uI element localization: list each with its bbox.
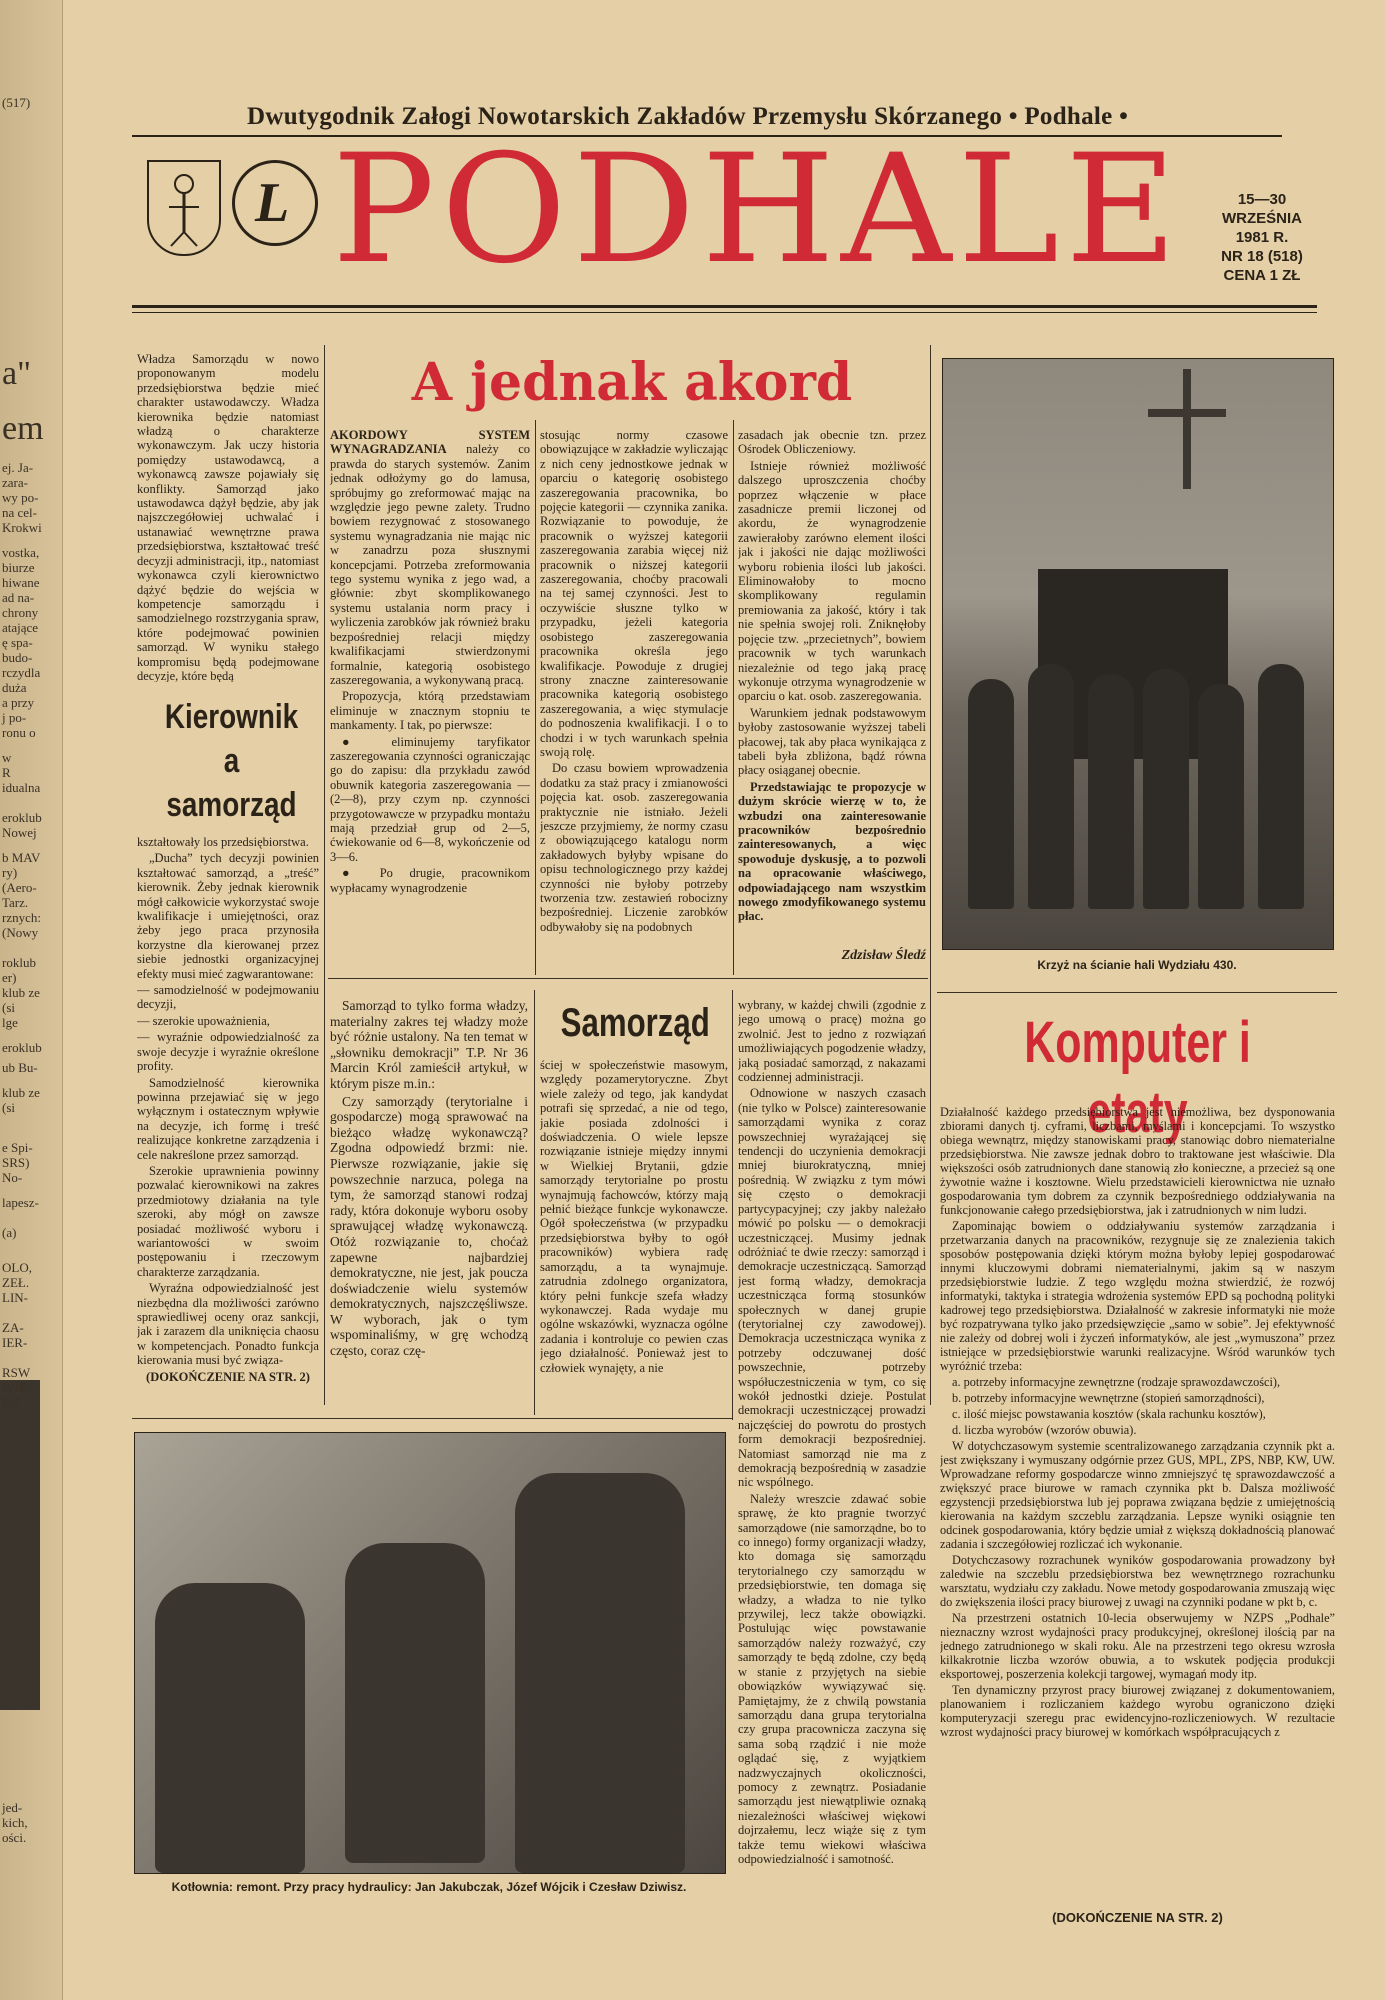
margin-fragment: IER- (2, 1335, 28, 1350)
newspaper-page (62, 0, 1385, 2000)
column-rule (733, 420, 734, 975)
kierownik-list-1: — samodzielność w podejmowaniu decyzji, (137, 983, 319, 1012)
margin-fragment: Tarz. (2, 895, 29, 910)
masthead-bottom-rule-thin (132, 312, 1317, 313)
akord-col3-d: Przedstawiając te propozycje w dużym skrócie wierzę w to, że wzbudzi ona zainteresowanie pracowników bezpośrednio zainteresowanych, a więc spowoduje dyskusję, a to pozwoli na opracowanie właściwego, odpowiadającego nam wszystkim nowego zmodyfikowanego systemu płac. (738, 779, 926, 924)
margin-fragment: vostka, (2, 545, 40, 560)
margin-fragment: No- (2, 1170, 23, 1185)
akord-col2 (540, 428, 728, 968)
samorzad-col2-a: ściej w społeczeństwie masowym, względy pozamerytoryczne. Zbyt wiele zależy od tego, jak kandydat potrafi się sprzedać, a nie od tego, jakie posiada zdolności i doświadczenia. O wiele lepsze rozwiązanie istnieje między innymi w Wielkiej Brytanii, gdzie samorządy terytorialne po prostu wynajmują fachowców, którzy mają pełnić bieżące funkcje wykonawcze. Ogół społeczeństwa (w przypadku przedsiębiorstwa byłby to ogół pracowników) wybiera radę samorządu, a ta wynajmuje. zatrudnia zdolnego organizatora, który pełni funkcje szefa władzy wykonawczej. Rada wydaje mu ogólne wskazówki, wyznacza ogólne zadania i kontroluje co pewien czas jego działalność. Ponieważ jest to człowiek wynajęty, a nie (540, 1058, 728, 1375)
margin-fragment: OLO, (2, 1260, 32, 1275)
akord-col1-c: ● eliminujemy taryfikator zaszeregowania czynności ograniczając go do zapisu: dla przykładu zawód obuwnik kategoria zaszeregowania — (2—8), przy czym np. czynności przygotowawcze w przypadku montażu mają przedział grup od 2—5, ćwiekowanie od 6—8, wykończenie od 3—6. (330, 734, 530, 864)
samorzad-col3 (738, 998, 926, 1963)
kierownik-body-4: Samodzielność kierownika powinna przejawiać się w jego wyłącznym i ostatecznym wpływie na decyzje, ich formę i treść realizujące konkretne zarządzenia i cele nakreślone przez samorząd. (137, 1075, 319, 1162)
kierownik-body-1: Władza Samorządu w nowo proponowanym modelu przedsiębiorstwa będzie mieć charakter ustawodawczy. Władza kierownika będzie natomiast władzą o charakterze wykonawczym. Jak uczy historia pomiędzy ustawodawcą, a wykonawcą zawsze pojawiały się konflikty. Samorząd jako ustawodawca dążył będzie, aby jak najszczegółowiej uchwalać i ustanawiać wewnętrzne prawa przedsiębiorstwa, kształtować treść decyzji administracji, itp., natomiast wykonawca czyli kierownictwo dążyć będzie do wejścia w kompetencje samorządu i samodzielnego rozstrzygania spraw, które podejmować powinien samorząd. W wyniku stałego kompromisu będą podejmowane decyzje, które będą (137, 352, 319, 682)
margin-fragment: jed- (2, 1800, 23, 1815)
margin-fragment: er) (2, 970, 17, 985)
komputer-body-4: Dotychczasowy rozrachunek wyników gospodarowania prowadzony był zaledwie na szczeblu przedsiębiorstwa bez wewnętrznego rozrachunku warsztatu, wydziału czy zakładu. Nowe metody gospodarowania zmuszają więc do zwiększenia ilości pracy biurowej z uwagi na czynniki podane w pkt b, c. (940, 1553, 1335, 1609)
margin-fragment: biurze (2, 560, 35, 575)
margin-fragment: na cel- (2, 505, 38, 520)
komputer-item-a: a. potrzeby informacyjne zewnętrzne (rodzaje sprawozdawczości), (952, 1375, 1281, 1389)
akord-col1-b: Propozycja, którą przedstawiam eliminuje w znacznym stopniu te mankamenty. I tak, po pierwsze: (330, 689, 530, 733)
adjacent-page-margin (0, 0, 63, 2000)
samorzad-col2 (540, 1058, 728, 1413)
margin-fragment: wy po- (2, 490, 39, 505)
margin-fragment: lge (2, 1015, 18, 1030)
margin-fragment: R (2, 765, 11, 780)
adjacent-page-photo (0, 1380, 40, 1710)
kierownik-title-line1: Kierownik (164, 698, 299, 736)
kierownik-list-2: — szerokie upoważnienia, (137, 1013, 270, 1028)
company-logo-icon (232, 160, 318, 246)
margin-fragment: zara- (2, 475, 28, 490)
margin-fragment: klub ze (2, 1085, 40, 1100)
samorzad-col1-a: Samorząd to tylko forma władzy, materialny zakres tej władzy może być różnie ustalony. Na ten temat w „słowniku demokracji” T.P. Nr 36 Marcin Król zamieścił artykuł, w którym pisze m.in.: (330, 998, 528, 1091)
kierownik-list-3: — wyraźnie odpowiedzialność za swoje decyzje i wyraźnie określone profity. (137, 1030, 319, 1074)
kierownik-body-2: kształtowały los przedsiębiorstwa. (137, 835, 309, 849)
company-logo-letter: L (255, 172, 290, 234)
section-rule (132, 1418, 732, 1419)
akord-col3 (738, 428, 926, 948)
column-rule (535, 420, 536, 975)
masthead-bottom-rule (132, 305, 1317, 308)
margin-fragment: klub ze (2, 985, 40, 1000)
margin-fragment: (Aero- (2, 880, 37, 895)
samorzad-title: Samorząd (560, 1001, 710, 1045)
margin-fragment: duża (2, 680, 27, 695)
margin-fragment: atające (2, 620, 39, 635)
kierownik-body-6: Wyraźna odpowiedzialność jest niezbędna dla możliwości zarówno sprawiedliwej oceny oraz sankcji, jak i zarazem dla uniknięcia chaosu w kompetencjach. Ponadto funkcja kierowania musi być związa- (137, 1281, 319, 1368)
margin-fragment: roklub (2, 955, 36, 970)
akord-col1-text: należy co prawda do starych systemów. Zanim jednak odłożymy go do lamusa, spróbujmy go zreformować mając na względzie jego pewne zalety. Trudno bowiem rezygnować z stosowanego systemu wynagradzania nie mając nic w zanadrzu poza słusznymi koncepcjami. Potrzeba zreformowania tego systemu wynika z jego wad, a głównie: zbyt skomplikowanego systemu ustalania norm pracy i wyliczenia zarobków jak również braku bezpośredniej relacji między kwalifikacjami stwierdzonymi formalnie, kategorią osobistego zaszeregowania, a wykonywaną pracą. (330, 442, 530, 687)
margin-fragment: lapesz- (2, 1195, 39, 1210)
margin-fragment: Nowej (2, 825, 37, 840)
margin-fragment: ej. Ja- (2, 460, 34, 475)
komputer-body-5: Na przestrzeni ostatnich 10-lecia obserwujemy w NZPS „Podhale” nieznaczny wzrost wydajności pracy produkcyjnej, określonej ilością par na jednego zatrudnionego w skali roku. Ale na przestrzeni tego okresu wzrosła kilkakrotnie liczba wzorów obuwia, a to wskutek podjęcia produkcji eksportowej, poszerzenia kolekcji targowej, wymagań mody itp. (940, 1611, 1335, 1681)
margin-fragment: eroklub (2, 1040, 42, 1055)
margin-fragment: ZEŁ. (2, 1275, 30, 1290)
margin-fragment: kich, (2, 1815, 28, 1830)
margin-fragment: SRS) (2, 1155, 30, 1170)
kierownik-article-col1-top (137, 352, 319, 682)
margin-fragment: Krokwi (2, 520, 42, 535)
margin-fragment: a" (2, 355, 31, 392)
margin-fragment: eroklub (2, 810, 42, 825)
kierownik-body-3: „Ducha” tych decyzji powinien kształtować samorząd, a „treść” kierownik. Żeby jednak kierownik mógł całkowicie wykorzystać swoje kwalifikacje i umiejętności, oraz żeby jego praca przynosiła korzystne dla kierowanej przez siebie jednostki organizacyjnej efekty musi mieć zagwarantowane: (137, 851, 319, 981)
photo-boiler-caption: Kotłownia: remont. Przy pracy hydraulicy: Jan Jakubczak, Józef Wójcik i Czesław Dziwisz. (171, 1880, 687, 1894)
margin-fragment: em (2, 410, 44, 447)
section-rule (937, 992, 1337, 993)
margin-fragment: chrony (2, 605, 39, 620)
margin-fragment: budo- (2, 650, 33, 665)
margin-fragment: (si (2, 1100, 15, 1115)
margin-fragment: w (2, 750, 12, 765)
komputer-item-b: b. potrzeby informacyjne wewnętrzne (stopień samorządności), (952, 1391, 1265, 1405)
samorzad-col3-c: Należy wreszcie zdawać sobie sprawę, że kto pragnie tworzyć samorządowe (nie samorządne, bo to co innego) formy organizacji władzy, kto domaga się samorządu terytorialnego czy samorządu w przedsiębiorstwie, ten domaga się władzy, a władza to nie tylko przywilej, lecz także obowiązki. Postulując więc powstawanie samorządów należy rozważyć, czy samorządy te będą zdolne, czy będą w stanie z przyjętych na siebie obowiązków wywiązywać się. Pamiętajmy, że z chwilą powstania samorządu dana grupa terytorialna czy grupa pracownicza zaczyna się sama sobą rządzić i nie może oglądać się, z wyjątkiem nadzwyczajnych okoliczności, pomocy z zewnątrz. Posiadanie samorządu jest niewątpliwie oznaką niezależności właściwej więkowi dojrzałemu, lecz wiąże się z tym także temu wiekowi właściwa odpowiedzialność i samotność. (738, 1491, 926, 1866)
samorzad-col3-b: Odnowione w naszych czasach (nie tylko w Polsce) zainteresowanie samorządami wynika z coraz powszechniej wyrażającej się tendencji do uczynienia demokracji mniej biurokratyczną, mniej pośrednią. W związku z tym mówi się często o demokracji partycypacyjnej; czy jakby należało mówić po polsku — o demokracji uczestniczącej. Musimy jednak odróżniać te dwie rzeczy: samorząd i demokracje uczestniczącą. Samorząd jest formą władzy, demokracja uczestnicząca formą stosunków społecznych w danej grupie (terytorialnej czy zawodowej). Demokracja uczestnicząca wynika z potrzeby odczuwanej dość powszechnie, potrzeby współuczestniczenia w tym, co się wokół jednostki dzieje. Postulat demokracji uczestniczącej prowadzi najczęściej do powrotu do prostych form demokracji bezpośredniej. Natomiast samorząd nie ma z demokracją bezpośrednią w zasadzie nic wspólnego. (738, 1086, 926, 1490)
akord-signature: Zdzisław Śledź (841, 948, 926, 963)
masthead-subtitle: Dwutygodnik Załogi Nowotarskich Zakładów Przemysłu Skórzanego • Podhale • (247, 103, 1129, 130)
margin-fragment: j po- (2, 710, 27, 725)
newspaper-title: PODHALE (332, 123, 1184, 297)
kierownik-title (160, 695, 304, 827)
cross-icon (1183, 369, 1191, 489)
komputer-body-6: Ten dynamiczny przyrost pracy biurowej związanej z dokumentowaniem, planowaniem i rozliczaniem każdego wyrobu ograniczono dzięki komputeryzacji szeregu prac ewidencyjno-rozliczeniowych. W rezultacie wzrost wydajności pracy biurowej w komórkach współpracujących z (940, 1683, 1335, 1739)
akord-col3-a: zasadach jak obecnie tzn. przez Ośrodek Obliczeniowy. (738, 428, 926, 457)
margin-fragment: b MAV (2, 850, 41, 865)
margin-fragment: LIN- (2, 1290, 28, 1305)
margin-fragment: F-7 (2, 1395, 21, 1410)
akord-col2-b: Do czasu bowiem wprowadzenia dodatku za staż pracy i zmianowości pojęcia kat. osob. zaszeregowania praktycznie nie istniało. Jeżeli jeszcze przyjmiemy, że normy czasu z obowiązującego katalogu norm zakładowych byłyby wpisane do opisu technologicznego przy każdej czynności nie byłoby potrzeby tworzenia tzw. zestawień robocizny bezpośredniej. Liczenie zarobków odbywałoby się na podobnych (540, 761, 728, 934)
margin-fragment: (Nowy (2, 925, 39, 940)
margin-fragment: ry) (2, 865, 18, 880)
komputer-item-d: d. liczba wyrobów (wzorów obuwia). (952, 1423, 1137, 1437)
samorzad-col1 (330, 998, 528, 1413)
komputer-body-2: Zapominając bowiem o oddziaływaniu systemów zarządzania i przetwarzania danych na pracowników, rezygnuje się ze znalezienia takich sposobów postępowania dzięki którym można byłoby lepiej gospodarować innymi kluczowymi dobrami niematerialnymi, jakim są w naszym przedsiębiorstwie ludzie. Z tego względu można stwierdzić, że rozwój informatyki, taktyka i strategia wdrożenia systemów EPD są pochodną polityki kadrowej tego przedsiębiorstwa. Działalność w zakresie informatyki nie może być rozpatrywana tylko jako przedsięwzięcie „samo w sobie”. Jej efektywność nie zależy od dobrej woli i życzeń informatyków, ale jest „wymuszona” przez istniejące w przedsiębiorstwie warunki realizacyjne. Wśród warunków tych wyróżnić trzeba: (940, 1219, 1335, 1373)
margin-fragment: a przy (2, 695, 35, 710)
column-rule (930, 345, 931, 1405)
margin-fragment: ad na- (2, 590, 35, 605)
issue-year: 1981 R. (1235, 229, 1289, 246)
kierownik-article-col1-bottom (137, 835, 319, 1400)
issue-date: 15—30 WRZEŚNIA (1222, 191, 1302, 227)
komputer-title: Komputer i etaty (1024, 1010, 1251, 1145)
komputer-body-3: W dotychczasowym systemie scentralizowanego zarządzania czynnik pkt a. jest zwiększany i wymuszany odgórnie przez GUS, MPL, ZPS, NBP, KW, UW. Wprowadzane reformy gospodarcze winno zmniejszyć tę sprawozdawczość a zwiększyć prace biurowe w ramach czynnika pkt b. Dalsza możliwość egzystencji przedsiębiorstwa lub jej poprawa związana będzie z umiejętnością kierowania na każdym szczeblu zarządzania. Lepsze wyniki osiągnie ten odcinek gospodarowania, który będzie umiał z większą dokładnością planować zadania i szczegółowiej rozliczać ich wykonanie. (940, 1439, 1335, 1551)
akord-col3-c: Warunkiem jednak podstawowym byłoby zastosowanie wyższej tabeli płacowej, tak aby płaca wynikająca z tabeli była zbliżona, bądź równa płacy osiąganej obecnie. (738, 705, 926, 778)
komputer-body-1: Działalność każdego przedsiębiorstwa jest niemożliwa, bez dysponowania zbiorami danych tj. cyframi, liczbami, myślami i koncepcjami. To wszystko obiega wewnątrz, między stanowiskami pracy, stanowiąc dobro niematerialne przedsiębiorstwa. Nie zawsze jednak dobro to traktowane jest właściwie. Dla większości osób zatrudnionych dane stanowią zło konieczne, a przecież są one żywotnie ważne i kosztowne. Wielu przedstawicieli kierownictwa nie uznało gospodarowania tym dobrem za czynnik bezpośredniego oddziaływania na funkcjonowanie całego przedsiębiorstwa, jak i zatrudnionych w nim ludzi. (940, 1105, 1335, 1217)
margin-fragment: hiwane (2, 575, 40, 590)
issue-price: CENA 1 ZŁ (1223, 267, 1301, 284)
margin-fragment: rczydla (2, 665, 41, 680)
column-rule (732, 990, 733, 1420)
photo-hall-cross (942, 358, 1334, 950)
column-rule (534, 990, 535, 1415)
margin-fragment: ości. (2, 1830, 27, 1845)
margin-fragment: idualna (2, 780, 41, 795)
margin-fragment: RSW (2, 1365, 31, 1380)
photo-boiler-room (134, 1432, 726, 1874)
kierownik-title-line2: a samorząd (166, 742, 297, 824)
akord-title: A jednak akord (411, 352, 853, 413)
akord-col1 (330, 428, 530, 968)
margin-fragment: (a) (2, 1225, 17, 1240)
akord-col1-d: ● Po drugie, pracownikom wypłacamy wynagrodzenie (330, 866, 530, 895)
akord-col2-a: stosując normy czasowe obowiązujące w zakładzie wyliczając z nich ceny jednostkowe jednak w oparciu o kategorię osobistego zaszeregowania pracownika, bo pojęcie kategorii — czynnika zanika. Rozwiązanie to powoduje, że pracownik o wyższej kategorii zaszeregowania zarabia więcej niż pracownik o niższej kategorii zaszeregowania, choćby pracowali na tej samej czynności. Jest to oczywiście słuszne tylko w przypadku, jeżeli kategoria osobistego zaszeregowania pracownika określa jego kwalifikacje. Powoduje z drugiej strony znaczne zainteresowanie pracownika kategorią osobistego zaszeregowania, a więc stymulacje do podnoszenia kwalifikacji. I o to chodzi i w tych warunkach spełnia swoją rolę. (540, 428, 728, 759)
samorzad-col3-a: wybrany, w każdej chwili (zgodnie z jego umową o pracę) można go zwolnić. Jest to jedno z rozwiązań umożliwiających pogodzenie władzy, jaką posiadać samorząd, z nakazami codziennej administracji. (738, 998, 926, 1085)
column-rule (324, 345, 325, 1405)
akord-lead: AKORDOWY SYSTEM WYNAGRADZANIA (330, 428, 530, 457)
margin-fragment: WIE- (2, 1380, 31, 1395)
margin-fragment: rznych: (2, 910, 41, 925)
photo-hall-caption: Krzyż na ścianie hali Wydziału 430. (1037, 958, 1237, 972)
komputer-body (940, 1105, 1335, 1885)
margin-fragment: ZA- (2, 1320, 24, 1335)
kierownik-continued: (DOKOŃCZENIE NA STR. 2) (146, 1369, 310, 1384)
city-crest-icon (147, 160, 221, 256)
margin-fragment: ub Bu- (2, 1060, 38, 1075)
issue-number: NR 18 (518) (1221, 248, 1303, 265)
komputer-item-c: c. ilość miejsc powstawania kosztów (skala rachunku kosztów), (952, 1407, 1266, 1421)
margin-fragment: ę spa- (2, 635, 33, 650)
komputer-continued: (DOKOŃCZENIE NA STR. 2) (1052, 1910, 1223, 1925)
margin-fragment: (517) (2, 95, 31, 110)
margin-fragment: (si (2, 1000, 15, 1015)
margin-fragment: e Spi- (2, 1140, 33, 1155)
section-rule (328, 978, 928, 979)
kierownik-body-5: Szerokie uprawnienia powinny pozwalać kierownikowi na zakres przedmiotowy działania na tyle szeroki, aby mógł on zawsze posiadać możliwość wyboru i wariantowości w swoim postępowaniu i rzeczowym charakterze zarządzania. (137, 1163, 319, 1279)
samorzad-col1-b: Czy samorządy (terytorialne i gospodarcze) mogą sprawować na bieżąco władzę wykonawczą? Zgodna odpowiedź brzmi: nie. Pierwsze rozwiązanie, jakie się powszechnie narzuca, polega na tym, że samorząd stanowi rodzaj rady, która dokonuje wyboru osoby sprawującej władzę wykonawczą. Otóż rozwiązanie to, choćaż zapewne najbardziej demokratyczne, nie jest, jak poucza doświadczenie wielu systemów demokratycznych, najszczęśliwsze. W wyborach, jak o tym wspominaliśmy, w grę wchodzą często, coraz czę- (330, 1093, 528, 1359)
akord-col3-b: Istnieje również możliwość dalszego uproszczenia choćby poprzez włączenie w płace zasadnicze premii liczonej od akordu, że wynagrodzenie zawierałoby zarówno element ilości jak i jakości nie dając możliwości wyboru robienia ilości lub jakości. Eliminowałoby to mocno skomplikowany regulamin premiowania za jakość, który i tak nie spełnia swojej roli. Zniknęłoby pojęcie tzw. „przecietnych”, bowiem pracownik w tych warunkach niezależnie od tego jaką pracę wykonuje otrzyma wynagrodzenie w oparciu o kat. osob. zaszeregowania. (738, 458, 926, 704)
issue-info (1197, 190, 1327, 285)
margin-fragment: ronu o (2, 725, 36, 740)
